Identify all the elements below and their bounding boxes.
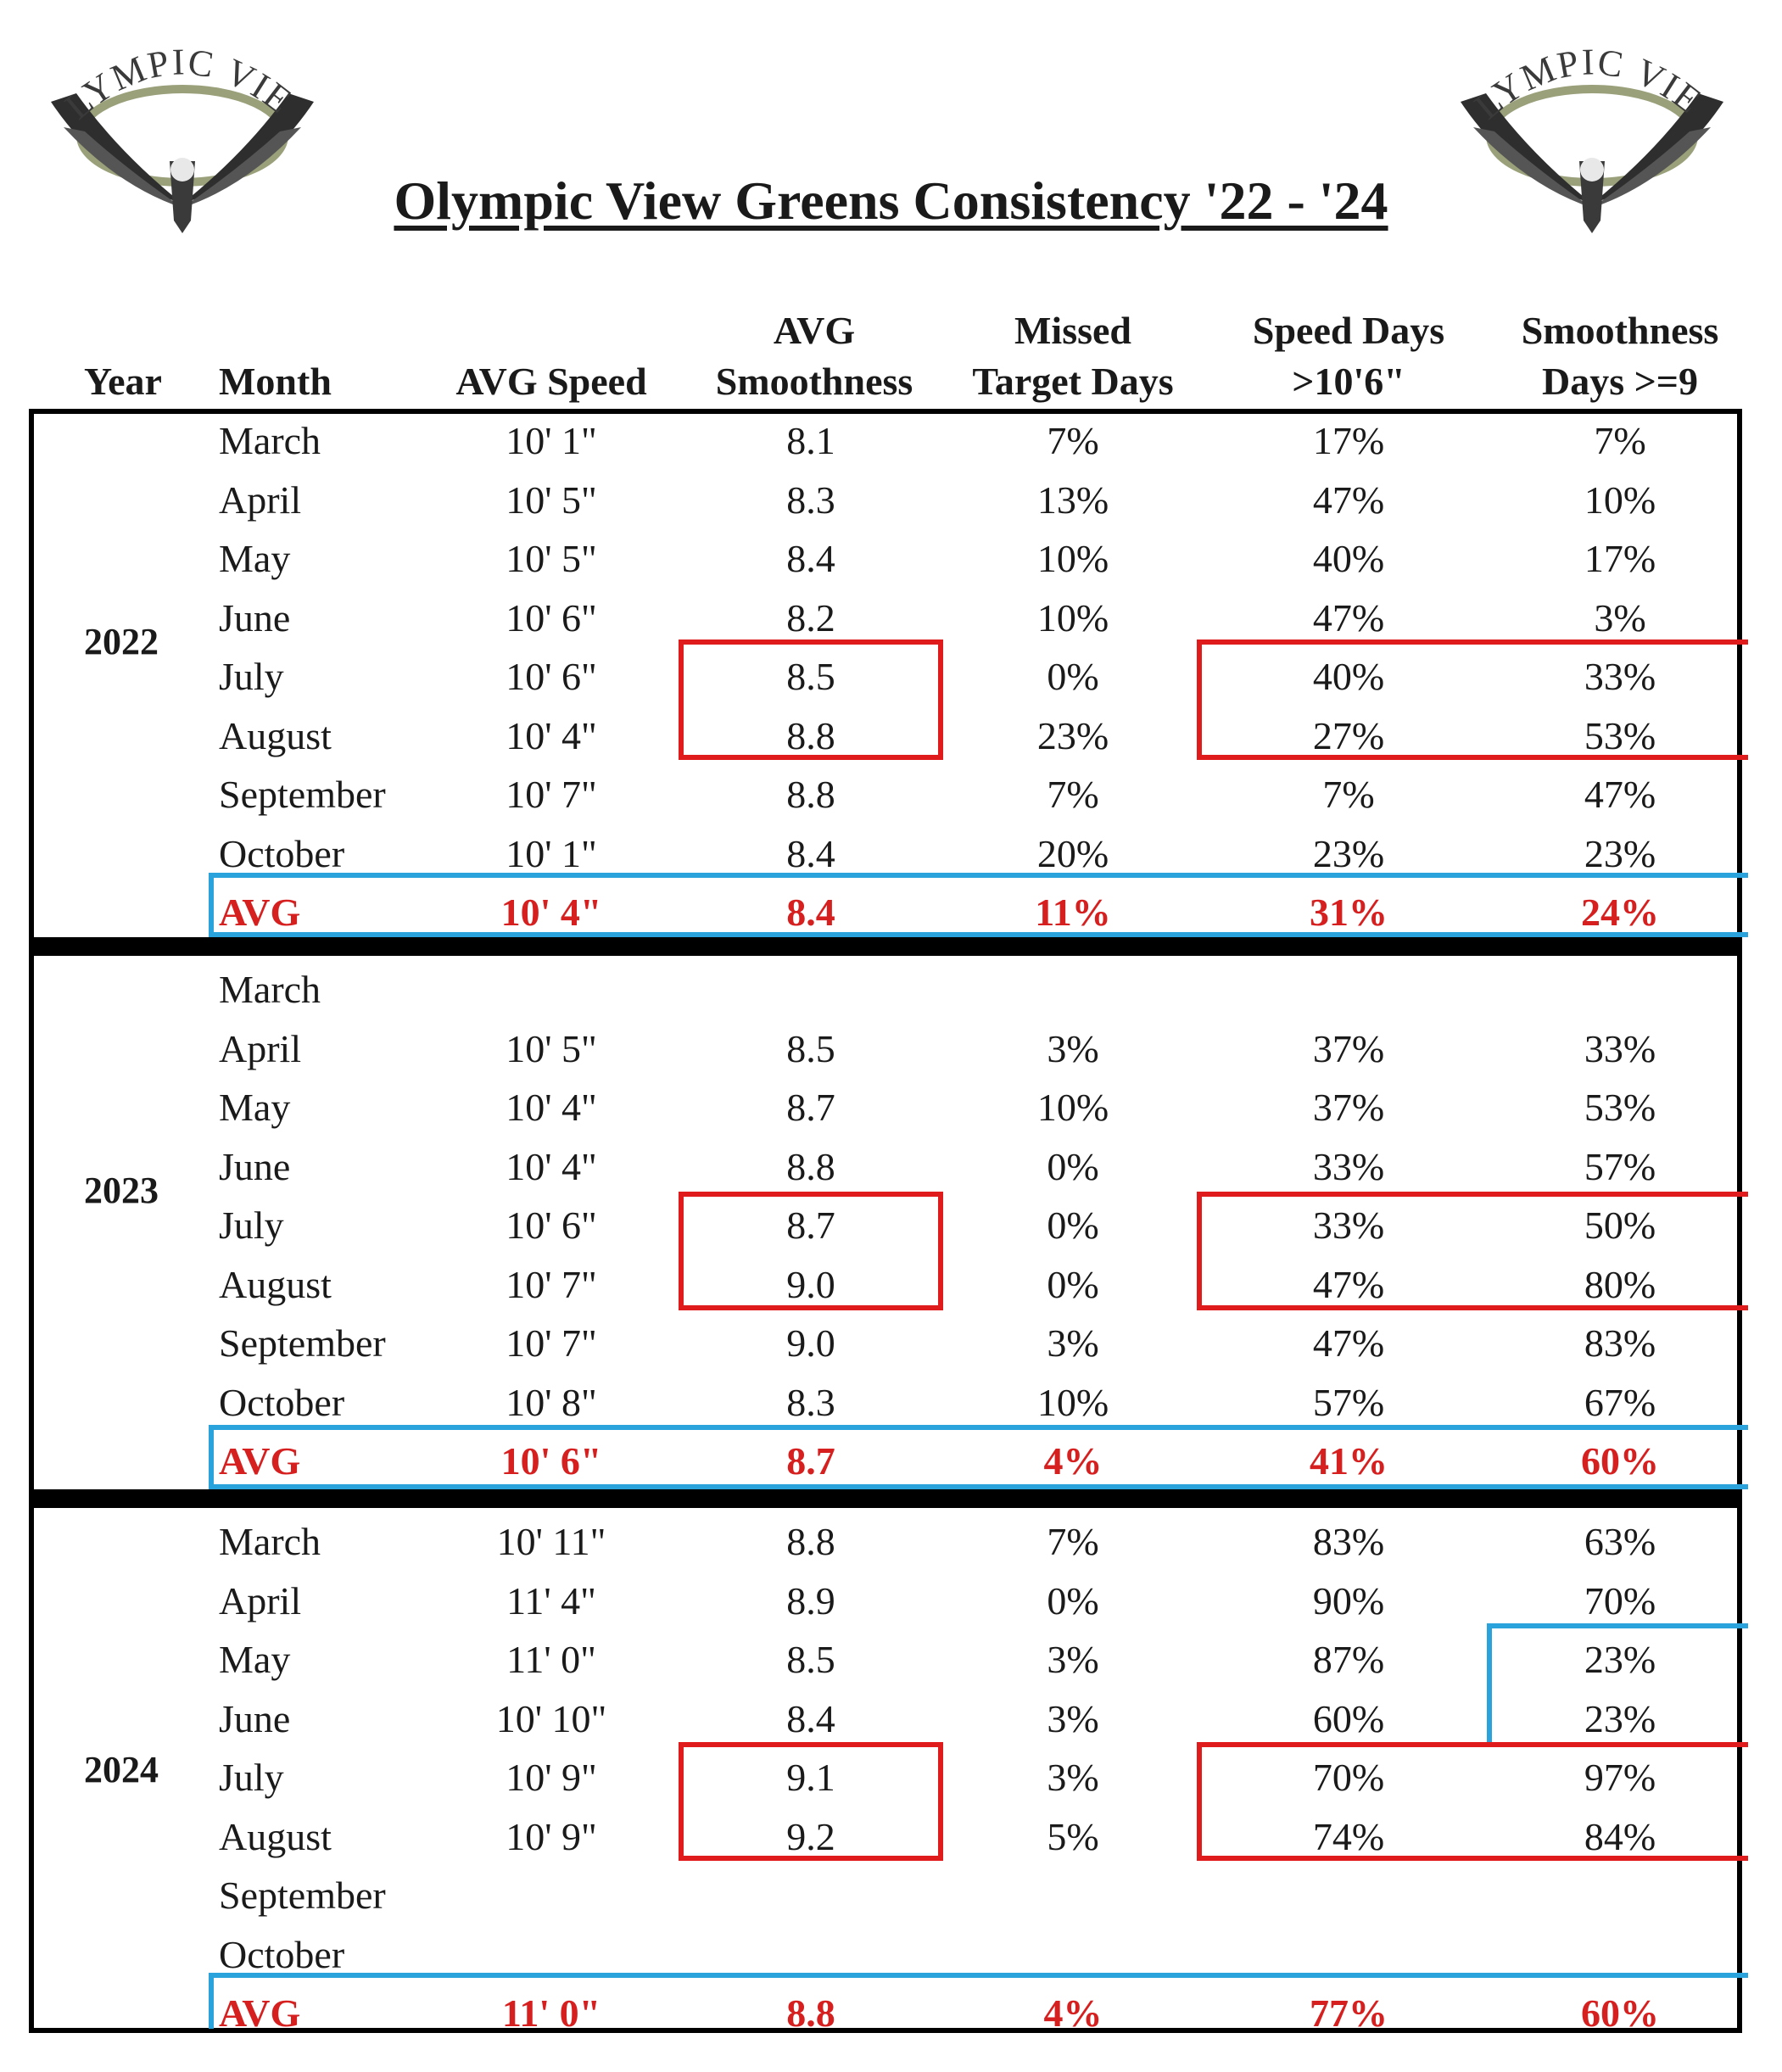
cell-avg-speed: 10' 4": [506, 1086, 597, 1129]
cell-missed-target: 7%: [1047, 773, 1099, 816]
year-label: 2023: [84, 1170, 159, 1211]
cell-speed-days: 37%: [1312, 1026, 1385, 1070]
cell-smooth-days: 33%: [1584, 1026, 1656, 1070]
cell-avg-smoothness: 8.3: [786, 1380, 835, 1424]
cell-missed-target: 3%: [1047, 1756, 1099, 1799]
cell-speed-days: 47%: [1312, 1262, 1385, 1306]
cell-speed-days: 17%: [1312, 419, 1385, 462]
cell-smooth-days: [1484, 1870, 1756, 1921]
cell-missed-target: 10%: [1036, 595, 1109, 639]
cell-avg-smoothness: 9.0: [786, 1321, 835, 1365]
cell-smooth-days: 97%: [1584, 1756, 1656, 1799]
year-label: 2024: [84, 1749, 159, 1790]
cell-avg-speed: 10' 5": [506, 537, 597, 580]
cell-avg-speed: 11' 0": [506, 1638, 596, 1681]
cell-missed-target: 20%: [1036, 831, 1109, 875]
cell-month: April: [219, 1578, 302, 1622]
cell-month: April: [219, 1026, 302, 1070]
highlight-box-2023-avg: [209, 1425, 1748, 1489]
cell-avg-smoothness: [679, 964, 943, 1015]
cell-smooth-days: 23%: [1584, 1696, 1656, 1740]
avg-cell-smooth-days: 24%: [1581, 891, 1659, 934]
highlight-box-2024-avg: [209, 1973, 1748, 2029]
cell-smooth-days: 83%: [1584, 1321, 1656, 1365]
cell-avg-smoothness: 9.0: [786, 1262, 835, 1306]
avg-cell-month: AVG: [219, 1991, 301, 2035]
cell-smooth-days: 63%: [1584, 1520, 1656, 1563]
cell-month: June: [219, 1144, 291, 1188]
header-speed-days-2: >10'6": [1292, 360, 1405, 403]
cell-smooth-days: [1484, 964, 1756, 1015]
cell-missed-target: 23%: [1036, 713, 1109, 757]
cell-avg-speed: 10' 11": [496, 1520, 606, 1563]
cell-speed-days: 70%: [1312, 1756, 1385, 1799]
avg-cell-speed-days: 41%: [1310, 1439, 1388, 1483]
cell-month: October: [219, 831, 345, 875]
cell-missed-target: 5%: [1047, 1814, 1099, 1858]
cell-smooth-days: 50%: [1584, 1204, 1656, 1247]
cell-avg-speed: 10' 5": [506, 478, 597, 522]
header-year: Year: [84, 360, 162, 403]
avg-cell-avg-smoothness: 8.4: [786, 891, 835, 934]
avg-cell-avg-speed: 10' 4": [500, 891, 602, 934]
cell-speed-days: [1213, 1870, 1484, 1921]
cell-speed-days: 23%: [1312, 831, 1385, 875]
cell-speed-days: 27%: [1312, 713, 1385, 757]
cell-avg-smoothness: 8.9: [786, 1578, 835, 1622]
cell-speed-days: 57%: [1312, 1380, 1385, 1424]
cell-missed-target: 10%: [1036, 1086, 1109, 1129]
cell-missed-target: [941, 964, 1204, 1015]
avg-cell-missed-target: 11%: [1035, 891, 1111, 934]
cell-avg-speed: 10' 8": [506, 1380, 597, 1424]
cell-avg-smoothness: 8.2: [786, 595, 835, 639]
cell-avg-smoothness: 8.3: [786, 478, 835, 522]
cell-smooth-days: 47%: [1584, 773, 1656, 816]
cell-smooth-days: 57%: [1584, 1144, 1656, 1188]
avg-cell-month: AVG: [219, 891, 301, 934]
cell-avg-speed: 10' 7": [506, 1321, 597, 1365]
cell-month: July: [219, 1756, 284, 1799]
cell-missed-target: 3%: [1047, 1638, 1099, 1681]
cell-month: June: [219, 595, 291, 639]
cell-avg-speed: 10' 1": [506, 831, 597, 875]
highlight-box-2022-smoothness: [679, 639, 943, 760]
cell-month: July: [219, 655, 284, 698]
cell-missed-target: 0%: [1047, 1262, 1099, 1306]
cell-avg-speed: 10' 10": [495, 1696, 607, 1740]
cell-avg-smoothness: 8.4: [786, 537, 835, 580]
highlight-box-2024-days: [1197, 1742, 1748, 1861]
cell-smooth-days: 17%: [1584, 537, 1656, 580]
cell-missed-target: 10%: [1036, 537, 1109, 580]
highlight-box-2024-may-june: [1487, 1623, 1748, 1742]
cell-speed-days: 74%: [1312, 1814, 1385, 1858]
cell-avg-smoothness: [679, 1870, 943, 1921]
cell-speed-days: 33%: [1312, 1144, 1385, 1188]
header-smooth-days-2: Days >=9: [1541, 360, 1699, 403]
cell-avg-speed: 10' 7": [506, 773, 597, 816]
cell-speed-days: 47%: [1312, 478, 1385, 522]
page-title: Olympic View Greens Consistency '22 - '24: [394, 170, 1388, 231]
cell-missed-target: 13%: [1036, 478, 1109, 522]
cell-avg-speed: 10' 6": [506, 595, 597, 639]
cell-smooth-days: 70%: [1584, 1578, 1656, 1622]
header-month: Month: [219, 360, 332, 403]
cell-month: March: [219, 1520, 321, 1563]
cell-avg-speed: [437, 964, 666, 1015]
highlight-box-2023-smoothness: [679, 1192, 943, 1310]
year-label: 2022: [84, 621, 159, 662]
cell-month: May: [219, 537, 291, 580]
cell-avg-speed: 10' 5": [506, 1026, 597, 1070]
cell-avg-speed: 10' 6": [506, 655, 597, 698]
cell-missed-target: 3%: [1047, 1696, 1099, 1740]
cell-smooth-days: 84%: [1584, 1814, 1656, 1858]
cell-missed-target: 10%: [1036, 1380, 1109, 1424]
cell-speed-days: [1213, 964, 1484, 1015]
cell-avg-speed: 11' 4": [506, 1578, 596, 1622]
cell-month: September: [219, 1321, 386, 1365]
avg-cell-avg-speed: 11' 0": [501, 1991, 601, 2035]
cell-speed-days: 83%: [1312, 1520, 1385, 1563]
cell-smooth-days: 23%: [1584, 831, 1656, 875]
cell-avg-smoothness: 8.8: [786, 773, 835, 816]
cell-month: September: [219, 1874, 386, 1917]
cell-missed-target: 0%: [1047, 1144, 1099, 1188]
cell-month: August: [219, 713, 332, 757]
avg-cell-speed-days: 31%: [1310, 891, 1388, 934]
cell-speed-days: 37%: [1312, 1086, 1385, 1129]
cell-speed-days: 40%: [1312, 537, 1385, 580]
cell-missed-target: 3%: [1047, 1321, 1099, 1365]
cell-speed-days: 33%: [1312, 1204, 1385, 1247]
cell-smooth-days: 80%: [1584, 1262, 1656, 1306]
cell-smooth-days: 3%: [1594, 595, 1646, 639]
cell-avg-speed: 10' 9": [506, 1814, 597, 1858]
cell-avg-smoothness: 8.4: [786, 1696, 835, 1740]
cell-smooth-days: 33%: [1584, 655, 1656, 698]
cell-smooth-days: 67%: [1584, 1380, 1656, 1424]
avg-cell-missed-target: 4%: [1043, 1439, 1103, 1483]
cell-smooth-days: 23%: [1584, 1638, 1656, 1681]
cell-missed-target: 7%: [1047, 419, 1099, 462]
cell-smooth-days: 7%: [1594, 419, 1646, 462]
avg-cell-smooth-days: 60%: [1581, 1991, 1659, 2035]
cell-avg-smoothness: 8.4: [786, 831, 835, 875]
cell-speed-days: 90%: [1312, 1578, 1385, 1622]
header-avg-smoothness-2: Smoothness: [715, 360, 913, 403]
cell-avg-smoothness: 8.7: [786, 1086, 835, 1129]
year-divider: [29, 1489, 1742, 1508]
cell-avg-smoothness: 9.1: [786, 1756, 835, 1799]
cell-month: April: [219, 478, 302, 522]
cell-avg-smoothness: 8.8: [786, 1144, 835, 1188]
cell-speed-days: 60%: [1312, 1696, 1385, 1740]
cell-month: August: [219, 1262, 332, 1306]
highlight-box-2022-days: [1197, 639, 1748, 760]
cell-avg-speed: 10' 4": [506, 1144, 597, 1188]
cell-speed-days: 47%: [1312, 595, 1385, 639]
header-avg-speed: AVG Speed: [455, 360, 647, 403]
cell-missed-target: 3%: [1047, 1026, 1099, 1070]
cell-missed-target: 0%: [1047, 1578, 1099, 1622]
cell-missed-target: 7%: [1047, 1520, 1099, 1563]
header-missed-2: Target Days: [972, 360, 1174, 403]
cell-avg-smoothness: 8.8: [786, 713, 835, 757]
avg-cell-speed-days: 77%: [1310, 1991, 1388, 2035]
cell-speed-days: 7%: [1322, 773, 1375, 816]
cell-month: October: [219, 1932, 345, 1976]
cell-avg-smoothness: 8.7: [786, 1204, 835, 1247]
header-missed-1: Missed: [1014, 309, 1131, 352]
cell-month: July: [219, 1204, 284, 1247]
cell-avg-speed: 10' 9": [506, 1756, 597, 1799]
cell-avg-speed: [437, 1870, 666, 1921]
cell-month: September: [219, 773, 386, 816]
cell-avg-smoothness: 8.5: [786, 655, 835, 698]
cell-avg-speed: 10' 7": [506, 1262, 597, 1306]
cell-month: August: [219, 1814, 332, 1858]
cell-speed-days: 47%: [1312, 1321, 1385, 1365]
highlight-box-2024-smoothness: [679, 1742, 943, 1861]
avg-cell-avg-speed: 10' 6": [500, 1439, 602, 1483]
cell-avg-smoothness: 8.1: [786, 419, 835, 462]
cell-month: March: [219, 419, 321, 462]
cell-avg-smoothness: 8.5: [786, 1026, 835, 1070]
cell-avg-smoothness: 8.5: [786, 1638, 835, 1681]
avg-cell-month: AVG: [219, 1439, 301, 1483]
cell-month: October: [219, 1380, 345, 1424]
cell-speed-days: 87%: [1312, 1638, 1385, 1681]
cell-month: May: [219, 1638, 291, 1681]
header-smooth-days-1: Smoothness: [1521, 309, 1719, 352]
avg-cell-avg-smoothness: 8.7: [786, 1439, 835, 1483]
highlight-box-2023-days: [1197, 1192, 1748, 1310]
cell-avg-smoothness: 9.2: [786, 1814, 835, 1858]
year-divider: [29, 937, 1742, 956]
cell-avg-speed: 10' 4": [506, 713, 597, 757]
cell-speed-days: 40%: [1312, 655, 1385, 698]
header-avg-smoothness-1: AVG: [773, 309, 856, 352]
cell-month: May: [219, 1086, 291, 1129]
cell-smooth-days: 10%: [1584, 478, 1656, 522]
cell-missed-target: 0%: [1047, 1204, 1099, 1247]
cell-missed-target: [941, 1870, 1204, 1921]
highlight-box-2022-avg: [209, 873, 1748, 937]
cell-avg-smoothness: 8.8: [786, 1520, 835, 1563]
cell-month: March: [219, 968, 321, 1011]
cell-smooth-days: 53%: [1584, 1086, 1656, 1129]
avg-cell-smooth-days: 60%: [1581, 1439, 1659, 1483]
cell-smooth-days: 53%: [1584, 713, 1656, 757]
cell-avg-speed: 10' 1": [506, 419, 597, 462]
avg-cell-missed-target: 4%: [1043, 1991, 1103, 2035]
avg-cell-avg-smoothness: 8.8: [786, 1991, 835, 2035]
svg-text:OLYMPIC VIEW: LYMPIC VIE: [57, 41, 301, 128]
cell-month: June: [219, 1696, 291, 1740]
cell-avg-speed: 10' 6": [506, 1204, 597, 1247]
cell-missed-target: 0%: [1047, 655, 1099, 698]
header-speed-days-1: Speed Days: [1252, 309, 1445, 352]
svg-text:OLYMPIC VIEW: LYMPIC VIE: [1466, 41, 1711, 128]
